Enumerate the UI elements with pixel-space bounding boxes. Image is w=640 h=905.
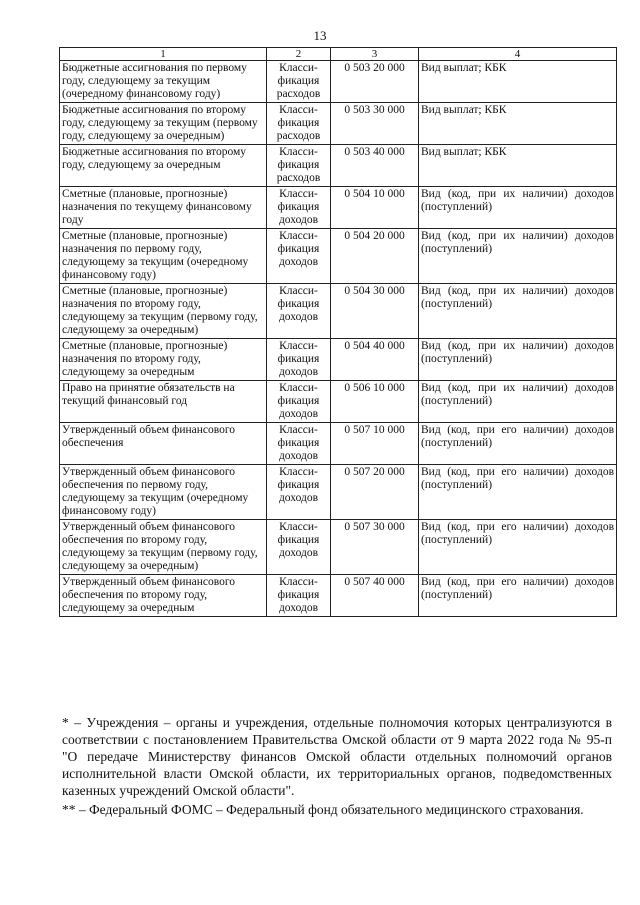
indicator-name-cell: Бюджетные ассигнования по второму году, следующему за очередным [60, 145, 267, 187]
analytics-cell: Вид (код, при его наличии) доходов (поступлений) [419, 423, 617, 465]
account-code-cell: 0 507 10 000 [331, 423, 419, 465]
indicator-name-cell: Бюджетные ассигнования по первому году, следующему за текущим (очередному финансовому году) [60, 61, 267, 103]
analytics-cell: Вид выплат; КБК [419, 103, 617, 145]
table-header-row [60, 48, 617, 61]
indicator-name-cell: Утвержденный объем финансового обеспечения по второму году, следующему за очередным [60, 575, 267, 617]
indicator-name-cell: Сметные (плановые, прогнозные) назначения по второму году, следующему за очередным [60, 339, 267, 381]
account-code-cell: 0 503 20 000 [331, 61, 419, 103]
indicator-name-cell: Утвержденный объем финансового обеспечения по первому году, следующему за текущим (очередному финансовому году) [60, 465, 267, 520]
classification-cell: Класси-фикация доходов [267, 575, 331, 617]
table-row [60, 339, 617, 381]
table-row [60, 381, 617, 423]
analytics-cell: Вид (код, при его наличии) доходов (поступлений) [419, 575, 617, 617]
indicator-name-cell: Сметные (плановые, прогнозные) назначения по первому году, следующему за текущим (очередному финансовому году) [60, 229, 267, 284]
table-row [60, 145, 617, 187]
classification-cell: Класси-фикация расходов [267, 145, 331, 187]
classification-cell: Класси-фикация доходов [267, 187, 331, 229]
indicator-name-cell: Утвержденный объем финансового обеспечения по второму году, следующему за текущим (первому году, следующему за очередным) [60, 520, 267, 575]
table-row [60, 520, 617, 575]
table-row [60, 187, 617, 229]
classification-cell: Класси-фикация доходов [267, 423, 331, 465]
table-row [60, 284, 617, 339]
account-code-cell: 0 504 10 000 [331, 187, 419, 229]
column-header: 4 [419, 48, 617, 61]
table-row [60, 423, 617, 465]
analytics-cell: Вид (код, при их наличии) доходов (поступлений) [419, 284, 617, 339]
classification-cell: Класси-фикация доходов [267, 229, 331, 284]
footnote: ** – Федеральный ФОМС – Федеральный фонд обязательного медицинского страхования. [62, 802, 584, 817]
table-row [60, 103, 617, 145]
account-code-cell: 0 506 10 000 [331, 381, 419, 423]
classification-cell: Класси-фикация доходов [267, 465, 331, 520]
column-header: 2 [267, 48, 331, 61]
indicator-name-cell: Утвержденный объем финансового обеспечения [60, 423, 267, 465]
indicator-name-cell: Бюджетные ассигнования по второму году, следующему за текущим (первому году, следующему за очередным) [60, 103, 267, 145]
classification-cell: Класси-фикация доходов [267, 284, 331, 339]
analytics-cell: Вид (код, при их наличии) доходов (поступлений) [419, 187, 617, 229]
account-code-cell: 0 504 40 000 [331, 339, 419, 381]
footnote: * – Учреждения – органы и учреждения, отдельные полномочия которых централизуются в соответствии с постановлением Правительства Омской области от 9 марта 2022 года № 95-п "О передаче Министерству финансов Омской области отдельных полномочий органов исполнительной власти Омской области, их территориальных органов, подведомственных казенных учреждений Омской области". [62, 715, 612, 798]
analytics-cell: Вид выплат; КБК [419, 61, 617, 103]
column-header: 1 [60, 48, 267, 61]
classification-cell: Класси-фикация доходов [267, 520, 331, 575]
classification-cell: Класси-фикация доходов [267, 381, 331, 423]
classification-cell: Класси-фикация доходов [267, 339, 331, 381]
account-code-cell: 0 503 40 000 [331, 145, 419, 187]
analytics-cell: Вид (код, при его наличии) доходов (поступлений) [419, 465, 617, 520]
analytics-cell: Вид выплат; КБК [419, 145, 617, 187]
account-code-cell: 0 503 30 000 [331, 103, 419, 145]
indicator-name-cell: Сметные (плановые, прогнозные) назначения по текущему финансовому году [60, 187, 267, 229]
footnotes [62, 714, 612, 820]
table-row [60, 61, 617, 103]
table-row [60, 229, 617, 284]
classification-table [59, 47, 617, 617]
column-header: 3 [331, 48, 419, 61]
indicator-name-cell: Сметные (плановые, прогнозные) назначения по второму году, следующему за текущим (первому году, следующему за очередным) [60, 284, 267, 339]
account-code-cell: 0 507 30 000 [331, 520, 419, 575]
account-code-cell: 0 504 30 000 [331, 284, 419, 339]
analytics-cell: Вид (код, при его наличии) доходов (поступлений) [419, 520, 617, 575]
analytics-cell: Вид (код, при их наличии) доходов (поступлений) [419, 229, 617, 284]
account-code-cell: 0 507 20 000 [331, 465, 419, 520]
analytics-cell: Вид (код, при их наличии) доходов (поступлений) [419, 381, 617, 423]
account-code-cell: 0 507 40 000 [331, 575, 419, 617]
table-row [60, 465, 617, 520]
classification-cell: Класси-фикация расходов [267, 61, 331, 103]
table-row [60, 575, 617, 617]
classification-cell: Класси-фикация расходов [267, 103, 331, 145]
indicator-name-cell: Право на принятие обязательств на текущий финансовый год [60, 381, 267, 423]
account-code-cell: 0 504 20 000 [331, 229, 419, 284]
page-number: 13 [313, 28, 327, 43]
analytics-cell: Вид (код, при их наличии) доходов (поступлений) [419, 339, 617, 381]
